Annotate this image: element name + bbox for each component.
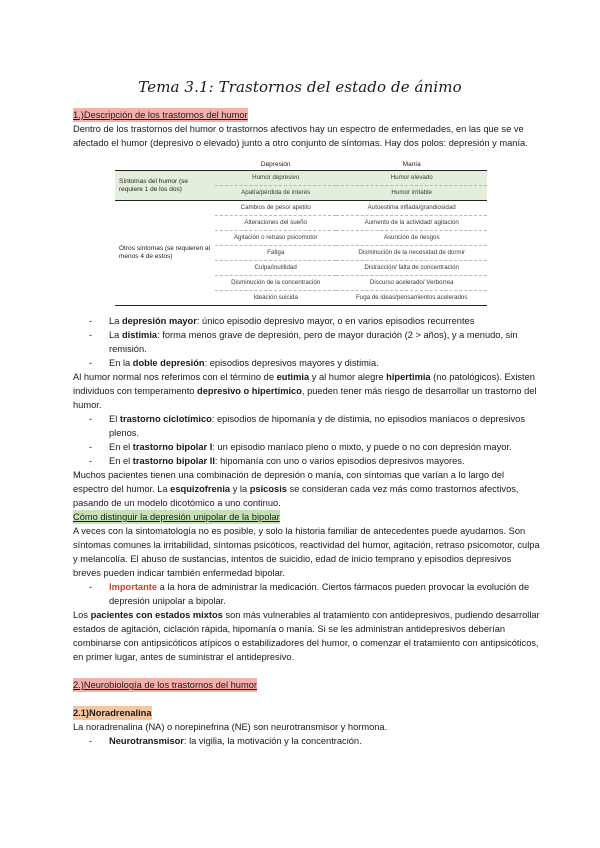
table-cell: Distracción/ falta de concentración — [336, 261, 487, 276]
list-item: - En el trastorno bipolar II: hipomanía con uno o varios episodios depresivos mayores. — [73, 454, 541, 468]
table-cell: Autoestima inflada/grandiosidad — [336, 201, 487, 216]
table-cell: Apatía/pérdida de interés — [215, 186, 336, 201]
row-group-otros: Otros síntomas (se requieren al menos 4 de estos) — [115, 201, 215, 306]
table-cell: Humor irritable — [336, 186, 487, 201]
table-cell: Asunción de riesgos — [336, 231, 487, 246]
section2-sub-heading: 2.1)Noradrenalina — [73, 708, 152, 718]
table-cell: Humor elevado — [336, 171, 487, 186]
table-cell: Disminución de la necesidad de dormir — [336, 246, 487, 261]
list-item: - Importante a la hora de administrar la medicación. Ciertos fármacos pueden provocar la evolución de depresión unipolar a bipolar. — [73, 580, 541, 608]
table-cell: Disminución de la concentración — [215, 276, 336, 291]
paragraph-mixtos: Los pacientes con estados mixtos son más vulnerables al tratamiento con antidepresivos, pudiendo desarrollar estados de agitación, ciclación rápida, hipomanía o manía. Si se les administran antidepresivos deberían combinarse con antipsicóticos atípicos o estabilizadores del humor, o comenzar el tratamiento con antipsicóticos, en primer lugar, antes de suministrar el antidepresivo. — [73, 610, 540, 662]
list-item: - La depresión mayor: único episodio depresivo mayor, o en varios episodios recurrentes — [73, 314, 541, 328]
table-cell: Alteraciones del sueño — [215, 216, 336, 231]
list-item: - El trastorno ciclotímico: episodios de hipomanía y de distimia, no episodios maníacos o depresivos plenos. — [73, 412, 541, 440]
table-cell: Agitación o retraso psicomotor — [215, 231, 336, 246]
section1-intro: Dentro de los trastornos del humor o trastornos afectivos hay un espectro de enfermedades, en las que se ve afectado el humor (depresivo o elevado) junto a otro conjunto de síntomas. Hay dos polos: depresión y manía. — [73, 124, 528, 148]
bullets-neurotransmisor — [73, 734, 541, 748]
symptoms-table — [115, 160, 487, 306]
paragraph-espectro: Muchos pacientes tienen una combinación de depresión o manía, con síntomas que varían a lo largo del espectro del humor. La esquizofrenia y la psicosis se consideran cada vez más como trastornos afectivos, pasando de un modelo dicotómico a uno continuo. — [73, 470, 519, 508]
table-cell: Ideación suicida — [215, 291, 336, 306]
list-item: - En el trastorno bipolar I: un episodio maníaco pleno o mixto, y puede o no con depresión mayor. — [73, 440, 541, 454]
bullets-depresion — [73, 314, 541, 370]
list-item: - La distimia: forma menos grave de depresión, pero de mayor duración (2 > años), y a menudo, sin remisión. — [73, 328, 541, 356]
table-cell: Culpa/inutilidad — [215, 261, 336, 276]
section1-heading: 1.)Descripción de los trastornos del humor — [73, 110, 248, 120]
bullets-importante — [73, 580, 541, 608]
table-cell: Fuga de ideas/pensamientos acelerados — [336, 291, 487, 306]
table-cell: Cambios de peso/ apetito — [215, 201, 336, 216]
col-mania: Manía — [336, 160, 487, 171]
subsection-heading: Cómo distinguir la depresión unipolar de la bipolar — [73, 512, 280, 522]
table-cell: Discurso acelerado/ Verborrea — [336, 276, 487, 291]
subsection-paragraph: A veces con la sintomatología no es posible, y solo la historia familiar de antecedentes puede ayudarnos. Son síntomas comunes la irritabilidad, síntomas psicóticos, reactividad del humor, agitación, retraso psicomotor, culpa y melancolía. El abuso de sustancias, intentos de suicidio, edad de inicio temprano y episodios depresivos breves pueden indicar también enfermedad bipolar. — [73, 526, 540, 578]
col-depresion: Depresión — [215, 160, 336, 171]
page-title: Tema 3.1: Trastornos del estado de ánimo — [138, 78, 462, 96]
section2-paragraph: La noradrenalina (NA) o norepinefrina (NE) son neurotransmisor y hormona. — [73, 722, 388, 732]
table-cell: Aumento de la actividad/ agitación — [336, 216, 487, 231]
paragraph-eutimia: Al humor normal nos referimos con el término de eutimia y al humor alegre hipertimia (no patológicos). Existen individuos con temperamento depresivo o hipertímico, pueden tener más riesgo de desarrollar un trastorno del humor. — [73, 372, 537, 410]
table-cell: Fatiga — [215, 246, 336, 261]
list-item: - Neurotransmisor: la vigilia, la motivación y la concentración. — [73, 734, 541, 748]
section2-heading: 2.)Neurobiología de los trastornos del humor — [73, 680, 257, 690]
list-item: - En la doble depresión: episodios depresivos mayores y distimia. — [73, 356, 541, 370]
document-body — [73, 108, 541, 748]
table-cell: Humor depresivo — [215, 171, 336, 186]
bullets-bipolar — [73, 412, 541, 468]
row-group-humor: Síntomas del humor (se requiere 1 de los dos) — [115, 171, 215, 201]
